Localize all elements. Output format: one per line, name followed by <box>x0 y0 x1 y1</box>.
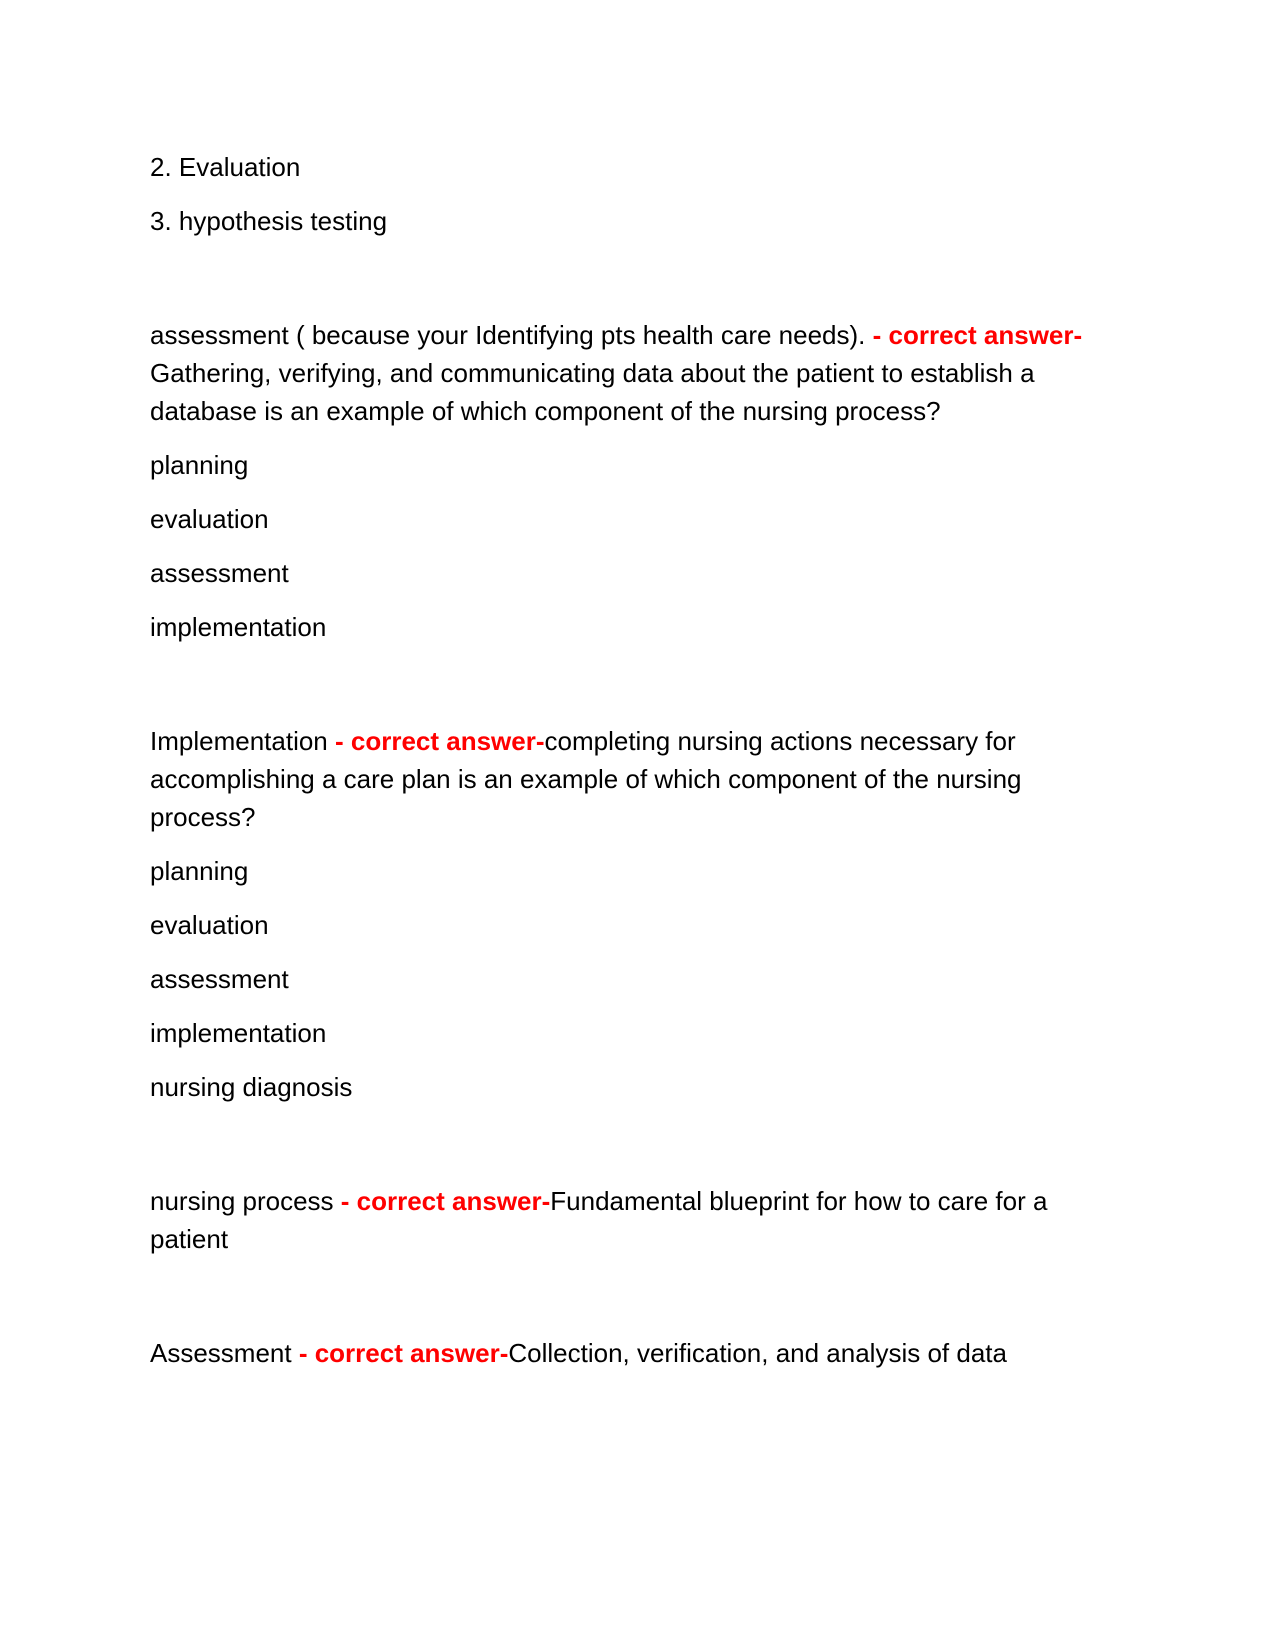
option-item: implementation <box>150 612 327 642</box>
term-text: assessment ( because your Identifying pts health care needs). <box>150 320 873 350</box>
paragraph-spacer <box>150 1122 1110 1182</box>
correct-answer-marker: - correct answer- <box>340 1186 551 1216</box>
correct-answer-marker: - correct answer- <box>334 726 545 756</box>
paragraph-spacer <box>150 662 1110 722</box>
paragraph-spacer <box>150 256 1110 316</box>
definition-text: completing nursing actions necessary for accomplishing a care plan is an example of which component of the nursing process? <box>150 726 1022 832</box>
list-item: 3. hypothesis testing <box>150 206 388 236</box>
qa-paragraph <box>150 1182 1110 1258</box>
definition-text: Gathering, verifying, and communicating data about the patient to establish a database is an example of which component of the nursing process? <box>150 358 1035 426</box>
term-text: nursing process <box>150 1186 341 1216</box>
correct-answer-marker: - correct answer- <box>298 1338 509 1368</box>
option-item: assessment <box>150 964 289 994</box>
option-item: planning <box>150 856 249 886</box>
term-text: Implementation <box>150 726 335 756</box>
definition-text: Fundamental blueprint for how to care for a patient <box>150 1186 1048 1254</box>
list-item: 2. Evaluation <box>150 152 301 182</box>
paragraph-spacer <box>150 1274 1110 1334</box>
term-text: Assessment <box>150 1338 299 1368</box>
option-item: assessment <box>150 558 289 588</box>
option-item: evaluation <box>150 910 269 940</box>
option-item: nursing diagnosis <box>150 1072 353 1102</box>
option-item: implementation <box>150 1018 327 1048</box>
qa-paragraph <box>150 1334 1110 1372</box>
correct-answer-marker: - correct answer- <box>872 320 1083 350</box>
option-item: evaluation <box>150 504 269 534</box>
definition-text: Collection, verification, and analysis of data <box>508 1338 1007 1368</box>
option-item: planning <box>150 450 249 480</box>
qa-paragraph <box>150 316 1110 430</box>
qa-paragraph <box>150 722 1110 836</box>
